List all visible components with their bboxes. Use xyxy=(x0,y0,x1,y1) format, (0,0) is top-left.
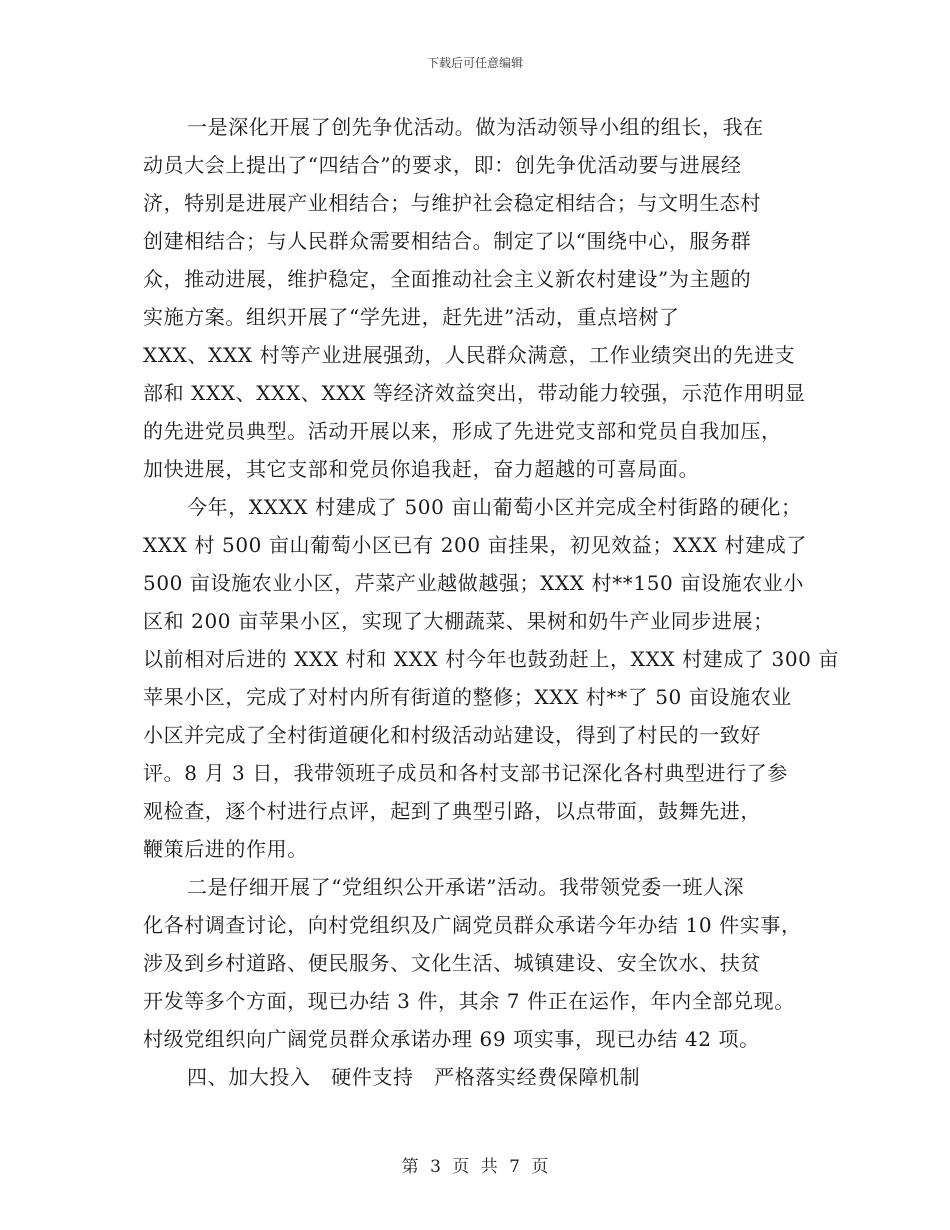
page-footer: 第 3 页 共 7 页 xyxy=(401,1157,549,1177)
text-line: 众，推动进展，维护稳定，全面推动社会主义新农村建设”为主题的 xyxy=(143,267,752,291)
text-line: 动员大会上提出了“四结合”的要求，即：创先争优活动要与进展经 xyxy=(143,153,742,177)
text-line: 创建相结合；与人民群众需要相结合。制定了以“围绕中心，服务群 xyxy=(143,229,752,253)
text-line: XXX 村 500 亩山葡萄小区已有 200 亩挂果，初见效益；XXX 村建成了 xyxy=(143,533,807,557)
text-line: 小区并完成了全村街道硬化和村级活动站建设，得到了村民的一致好 xyxy=(143,723,761,747)
paragraph-first-line: 今年，XXXX 村建成了 500 亩山葡萄小区并完成全村街路的硬化； xyxy=(187,495,802,519)
paragraph-first-line: 一是深化开展了创先争优活动。做为活动领导小组的组长，我在 xyxy=(187,115,764,139)
text-line: 村级党组织向广阔党员群众承诺办理 69 项实事，现已办结 42 项。 xyxy=(143,1027,760,1051)
text-line: 观检查，逐个村进行点评，起到了典型引路，以点带面，鼓舞先进， xyxy=(143,799,761,823)
text-line: 部和 XXX、XXX、XXX 等经济效益突出，带动能力较强，示范作用明显 xyxy=(143,381,806,405)
text-line: 济，特别是进展产业相结合；与维护社会稳定相结合；与文明生态村 xyxy=(143,191,761,215)
text-line: 开发等多个方面，现已办结 3 件，其余 7 件正在运作，年内全部兑现。 xyxy=(143,989,795,1013)
text-line: 评。8 月 3 日，我带领班子成员和各村支部书记深化各村典型进行了参 xyxy=(143,761,788,785)
text-line: 涉及到乡村道路、便民服务、文化生活、城镇建设、安全饮水、扶贫 xyxy=(143,951,761,975)
page-header: 下载后可任意编辑 xyxy=(426,56,523,70)
text-line: 实施方案。组织开展了“学先进，赶先进”活动，重点培树了 xyxy=(143,305,680,329)
paragraph-first-line: 四、加大投入 硬件支持 严格落实经费保障机制 xyxy=(187,1065,641,1089)
text-line: 500 亩设施农业小区，芹菜产业越做越强；XXX 村**150 亩设施农业小 xyxy=(143,571,804,595)
text-line: XXX、XXX 村等产业进展强劲，人民群众满意，工作业绩突出的先进支 xyxy=(143,343,796,367)
text-line: 加快进展，其它支部和党员你追我赶，奋力超越的可喜局面。 xyxy=(143,457,700,481)
text-line: 以前相对后进的 XXX 村和 XXX 村今年也鼓劲赶上，XXX 村建成了 300 亩 xyxy=(143,647,840,671)
paragraph-first-line: 二是仔细开展了“党组织公开承诺”活动。我带领党委一班人深 xyxy=(187,875,745,899)
text-line: 鞭策后进的作用。 xyxy=(143,837,308,861)
text-line: 化各村调查讨论，向村党组织及广阔党员群众承诺今年办结 10 件实事， xyxy=(143,913,802,937)
text-line: 的先进党员典型。活动开展以来，形成了先进党支部和党员自我加压， xyxy=(143,419,782,443)
text-line: 区和 200 亩苹果小区，实现了大棚蔬菜、果树和奶牛产业同步进展； xyxy=(143,609,774,633)
text-line: 苹果小区，完成了对村内所有街道的整修；XXX 村**了 50 亩设施农业 xyxy=(143,685,792,709)
body-text xyxy=(143,108,840,1096)
